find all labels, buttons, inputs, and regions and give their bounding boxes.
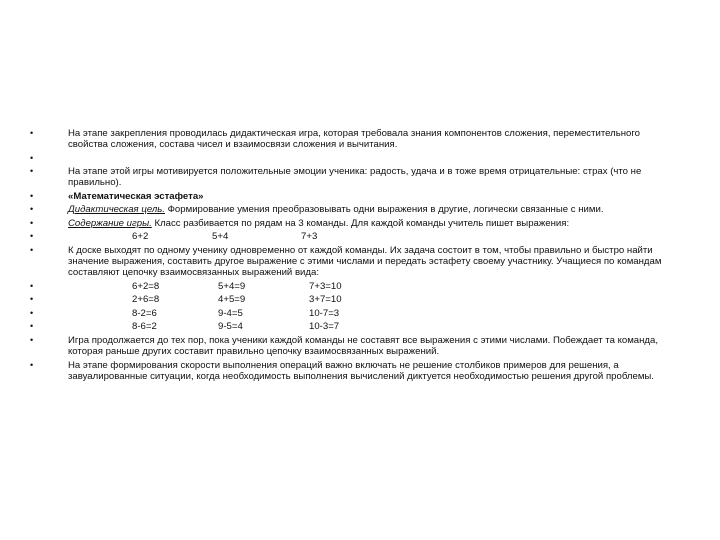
bullet: • (30, 280, 34, 291)
bullet: • (30, 152, 34, 163)
list-item (30, 294, 680, 305)
chain-row (68, 321, 680, 332)
chain-row (68, 308, 680, 319)
expressions-row (68, 231, 680, 242)
chain-row (68, 294, 680, 305)
content-text: Класс разбивается по рядам на 3 команды. Для каждой команды учитель пишет выражения: (151, 217, 570, 229)
chain-cell: 8-6=2 (132, 321, 157, 333)
chain-cell: 5+4=9 (218, 280, 246, 292)
list-item (30, 166, 680, 188)
chain-cell: 2+6=8 (132, 294, 160, 306)
paragraph-intro: На этапе закрепления проводилась дидактическая игра, которая требовала знания компонентов сложения, переместительного свойства сложения, состава чисел и взаимосвязи сложения и вычитания. (68, 128, 640, 151)
list-item (30, 360, 680, 382)
list-item (30, 128, 680, 150)
chain-cell: 4+5=9 (218, 294, 246, 306)
list-item (30, 335, 680, 357)
paragraph-goal (68, 204, 680, 215)
chain-cell: 3+7=10 (309, 294, 342, 306)
content-label: Содержание игры. (68, 217, 152, 229)
goal-label: Дидактическая цель. (68, 204, 165, 216)
list-item-empty (30, 153, 680, 164)
paragraph-game-end: Игра продолжается до тех пор, пока ученики каждой команды не составят все выражения с этими числами. Побеждает та команда, которая раньше других составит правильно цепочку взаимосвязанных выражений. (68, 334, 659, 357)
bullet: • (30, 166, 34, 177)
list-item (30, 281, 680, 292)
bullet: • (30, 334, 34, 345)
bullet: • (30, 128, 34, 138)
list-item (30, 204, 680, 215)
bullet: • (30, 190, 34, 201)
list-item (30, 245, 680, 279)
bullet: • (30, 204, 34, 215)
paragraph-speed: На этапе формирования скорости выполнения операций важно включать не решение столбиков примеров для решения, а завуалированные ситуации, когда необходимость выполнения вычислений диктуется необходимостью решения другой проблемы. (68, 359, 654, 382)
expression: 7+3 (301, 231, 318, 243)
list-item (30, 231, 680, 242)
expression: 5+4 (212, 231, 229, 243)
bullet-list (30, 128, 680, 384)
chain-cell: 9-5=4 (218, 321, 243, 333)
bullet: • (30, 294, 34, 305)
chain-cell: 10-3=7 (309, 321, 340, 333)
chain-cell: 6+2=8 (132, 280, 160, 292)
expression: 6+2 (132, 231, 149, 243)
list-item (30, 308, 680, 319)
list-item (30, 321, 680, 332)
chain-cell: 10-7=3 (309, 307, 340, 319)
chain-cell: 8-2=6 (132, 307, 157, 319)
game-title: «Математическая эстафета» (68, 190, 204, 202)
chain-cell: 7+3=10 (309, 280, 342, 292)
list-item (30, 218, 680, 229)
bullet: • (30, 321, 34, 332)
bullet: • (30, 307, 34, 318)
bullet: • (30, 231, 34, 242)
list-item (30, 191, 680, 202)
bullet: • (30, 217, 34, 228)
bullet: • (30, 359, 34, 370)
paragraph-relay: К доске выходят по одному ученику одновременно от каждой команды. Их задача состоит в том, чтобы правильно и быстро найти значение выражения, составить другое выражение с этими числами и передать эстафету своему участнику. Учащиеся по командам составляют цепочку взаимосвязанных выражений вида: (68, 244, 662, 279)
goal-text: Формирование умения преобразовывать одни выражения в другие, логически связанные с ними. (164, 204, 604, 216)
bullet: • (30, 244, 34, 255)
paragraph-content (68, 218, 680, 229)
chain-row (68, 281, 680, 292)
paragraph-emotions: На этапе этой игры мотивируется положительные эмоции ученика: радость, удача и в тоже время отрицательные: страх (что не правильно). (68, 166, 642, 189)
chain-cell: 9-4=5 (218, 307, 243, 319)
